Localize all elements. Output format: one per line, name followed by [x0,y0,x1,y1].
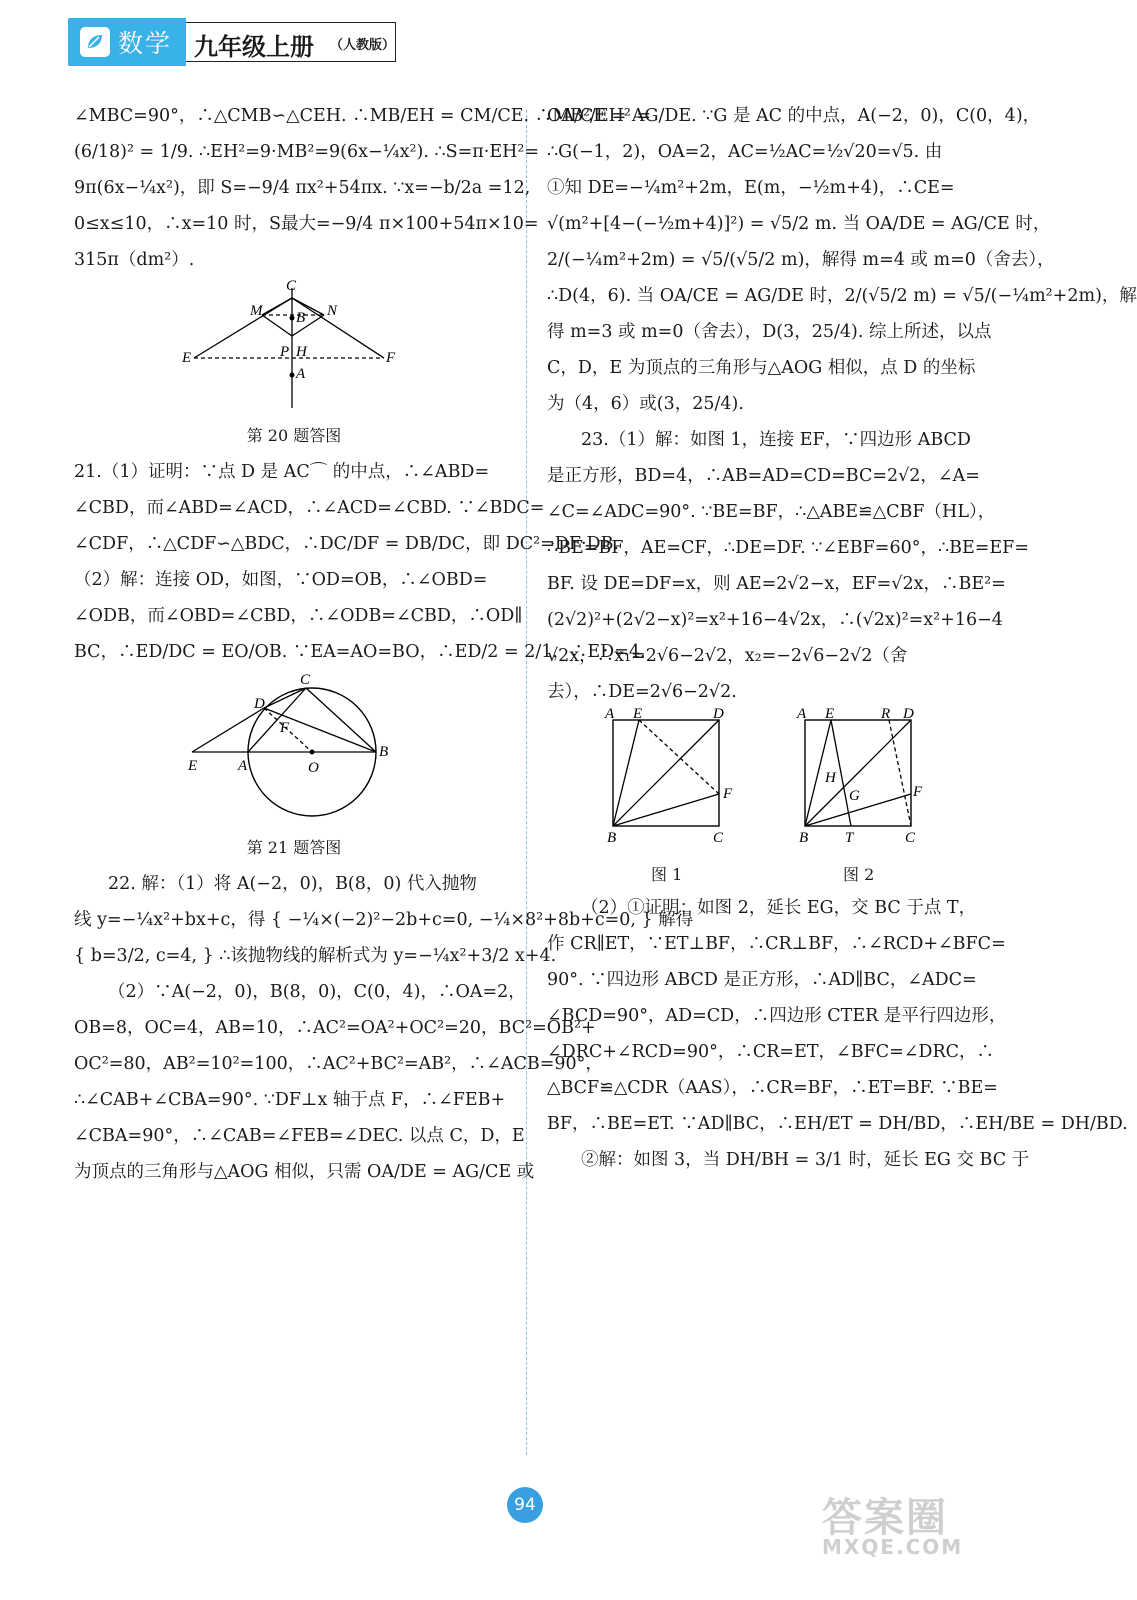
subject-label: 数学 [118,29,173,58]
svg-text:F: F [386,350,396,366]
svg-text:B: B [296,310,306,326]
svg-text:A: A [605,706,615,722]
text-line: ∠DRC+∠RCD=90°，∴CR=ET，∠BFC=∠DRC，∴ [547,1042,995,1062]
text-line: BF. 设 DE=DF=x，则 AE=2√2−x，EF=√2x，∴BE²= [547,574,1006,594]
svg-text:F: F [723,786,733,802]
svg-text:A: A [797,706,807,722]
book-header [68,18,398,66]
text-line: √2x，∴x₁=2√6−2√2，x₂=−2√6−2√2（舍 [547,646,908,666]
text-line: 2/(−¼m²+2m) = √5/(√5/2 m)，解得 m=4 或 m=0（舍去）， [547,250,1055,270]
text-line: 作 CR∥ET，∵ET⊥BF，∴CR⊥BF，∴∠RCD+∠BFC= [547,934,1006,954]
text-line: 21.（1）证明：∵点 D 是 AC⌒ 的中点，∴∠ABD= [74,462,490,482]
figure-caption: 第 21 题答图 [246,838,342,857]
text-line: 22. 解：（1）将 A(−2，0)，B(8，0) 代入抛物 [108,874,477,894]
svg-text:B: B [799,830,809,846]
svg-text:H: H [296,344,307,360]
text-line: OB=8，OC=4，AB=10，∴AC²=OA²+OC²=20，BC²=OB²+ [74,1018,596,1038]
text-line: (2√2)²+(2√2−x)²=x²+16−4√2x，∴(√2x)²=x²+16−4 [547,610,1003,630]
watermark [822,1486,982,1566]
svg-text:H: H [825,770,836,786]
svg-text:T: T [845,830,854,846]
text-line: （2）∵A(−2，0)，B(8，0)，C(0，4)，∴OA=2， [108,982,526,1002]
text-line: ∠C=∠ADC=90°. ∵BE=BF，∴△ABE≌△CBF（HL）， [547,502,996,522]
svg-text:O: O [308,760,319,776]
svg-text:E: E [182,350,192,366]
svg-text:B: B [379,744,389,760]
text-line: (6/18)² = 1/9. ∴EH²=9·MB²=9(6x−¼x²). ∴S=π·EH²= [74,142,540,162]
figure-captions-row [547,860,982,890]
svg-text:E: E [188,758,198,774]
svg-text:D: D [713,706,724,722]
edition-label: （人教版） [330,38,396,53]
figure-caption: 图 2 [843,865,875,884]
text-line: ∠CDF，∴△CDF∽△BDC，∴DC/DF = DB/DC，即 DC²=DF·DB. [74,534,619,554]
text-line: （2）解：连接 OD，如图，∵OD=OB，∴∠OBD= [74,570,488,590]
subject-banner [68,18,186,66]
leaf-logo-icon [80,27,110,57]
svg-text:C: C [286,278,297,294]
svg-text:B: B [607,830,617,846]
text-line: OC²=80，AB²=10²=100，∴AC²+BC²=AB²，∴∠ACB=90°， [74,1054,603,1074]
text-line: ∠BCD=90°，AD=CD，∴四边形 CTER 是平行四边形， [547,1006,1007,1026]
svg-text:G: G [849,788,860,804]
svg-text:P: P [280,344,290,360]
svg-text:A: A [238,758,248,774]
svg-text:M: M [250,303,263,319]
text-line: ∴G(−1，2)，OA=2，AC=½AC=½√20=√5. 由 [547,142,943,162]
svg-text:A: A [296,366,306,382]
text-line: 得 m=3 或 m=0（舍去），D(3，25/4). 综上所述，以点 [547,322,992,342]
watermark-url: MXQE.COM [822,1535,964,1559]
text-line: BC，∴ED/DC = EO/OB. ∵EA=AO=BO，∴ED/2 = 2/1，∴ED=4. [74,642,646,662]
column-divider [526,110,527,1455]
text-line: （2）①证明：如图 2，延长 EG，交 BC 于点 T， [581,898,977,918]
text-line: { b=3/2, c=4, } ∴该抛物线的解析式为 y=−¼x²+3/2 x+4. [74,946,557,966]
svg-text:D: D [254,696,265,712]
text-line: ∠CBA=90°，∴∠CAB=∠FEB=∠DEC. 以点 C，D，E [74,1126,525,1146]
text-line: 是正方形，BD=4，∴AB=AD=CD=BC=2√2，∠A= [547,466,980,486]
svg-text:C: C [905,830,916,846]
svg-text:N: N [327,303,338,319]
svg-text:F: F [280,720,290,736]
text-line: ∠ODB，而∠OBD=∠CBD，∴∠ODB=∠CBD，∴OD∥ [74,606,523,626]
text-line: 为顶点的三角形与△AOG 相似，只需 OA/DE = AG/CE 或 [74,1162,535,1182]
figures-1-2 [547,706,982,860]
text-line: 去），∴DE=2√6−2√2. [547,682,737,702]
text-line: 90°. ∵四边形 ABCD 是正方形，∴AD∥BC，∠ADC= [547,970,977,990]
right-column [547,98,1137,1178]
book-title: 九年级上册 [194,33,314,61]
text-line: √(m²+[4−(−½m+4)]²) = √5/2 m. 当 OA/DE = AG/CE 时， [547,214,1051,234]
svg-text:E: E [825,706,835,722]
text-line: 9π(6x−¼x²)，即 S=−9/4 πx²+54πx. ∵x=−b/2a =12, [74,178,531,198]
svg-text:F: F [913,784,923,800]
figure-caption: 图 1 [651,865,683,884]
figure-caption: 第 20 题答图 [246,426,342,445]
text-line: 23.（1）解：如图 1，连接 EF，∵四边形 ABCD [581,430,971,450]
text-line: ∴D(4，6). 当 OA/CE = AG/DE 时，2/(√5/2 m) = √5/(−¼m²+2m)，解 [547,286,1137,306]
text-line: ①知 DE=−¼m²+2m，E(m，−½m+4)，∴CE= [547,178,955,198]
text-line: ∴BE=BF，AE=CF，∴DE=DF. ∵∠EBF=60°，∴BE=EF= [547,538,1029,558]
text-line: △BCF≌△CDR（AAS），∴CR=BF，∴ET=BF. ∵BE= [547,1078,998,1098]
watermark-text: 答案圈 [822,1495,948,1541]
text-line: 线 y=−¼x²+bx+c，得 { −¼×(−2)²−2b+c=0, −¼×8²+8b+c=0, } 解得 [74,910,694,930]
text-line: BF，∴BE=ET. ∵AD∥BC，∴EH/ET = DH/BD，∴EH/BE = DH/BD. [547,1114,1128,1134]
text-line: 为（4，6）或(3，25/4). [547,394,744,414]
text-line: C，D，E 为顶点的三角形与△AOG 相似，点 D 的坐标 [547,358,976,378]
text-line: OA/CE = AG/DE. ∵G 是 AC 的中点，A(−2，0)，C(0，4)， [547,106,1041,126]
text-line: ∴∠CAB+∠CBA=90°. ∵DF⊥x 轴于点 F，∴∠FEB+ [74,1090,506,1110]
page-number: 94 [507,1487,543,1523]
text-line: 315π（dm²）. [74,250,195,270]
svg-text:R: R [881,706,891,722]
title-box [186,22,396,62]
text-line: ∠CBD，而∠ABD=∠ACD，∴∠ACD=∠CBD. ∵∠BDC= [74,498,545,518]
figure-21 [74,670,514,830]
text-line: 0≤x≤10，∴x=10 时，S最大=−9/4 π×100+54π×10= [74,214,539,234]
svg-text:D: D [903,706,914,722]
svg-text:E: E [633,706,643,722]
text-line: ②解：如图 3，当 DH/BH = 3/1 时，延长 EG 交 BC 于 [581,1150,1030,1170]
svg-text:C: C [300,672,311,688]
figure-20 [74,278,514,418]
text-line: ∠MBC=90°，∴△CMB∽△CEH. ∴MB/EH = CM/CE. ∴MB²/EH² = [74,106,652,126]
svg-text:C: C [713,830,724,846]
